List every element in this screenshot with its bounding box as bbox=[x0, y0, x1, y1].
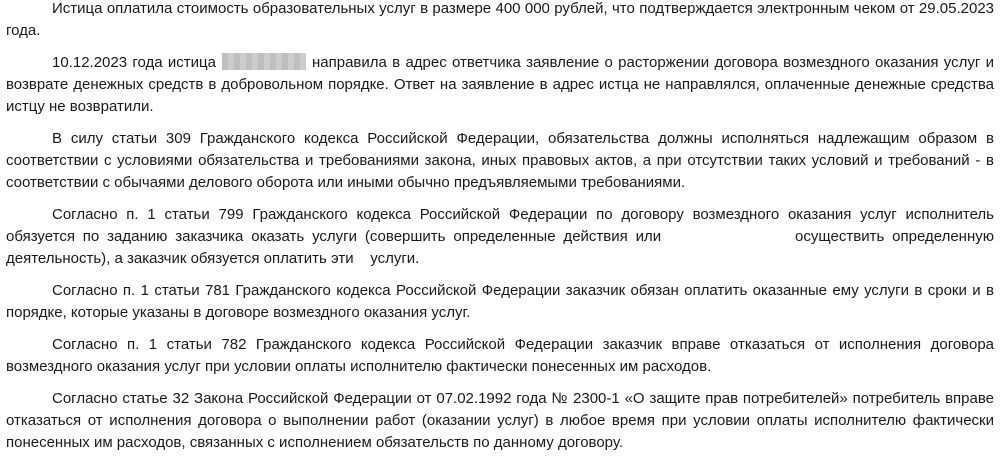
paragraph-claim-text-start: 10.12.2023 года истица bbox=[52, 54, 216, 71]
paragraph-article-309 bbox=[6, 128, 994, 194]
document-body bbox=[6, 0, 999, 464]
paragraph-consumer-law-text: Согласно статье 32 Закона Российской Федерации от 07.02.1992 года № 2300-1 «О защите прав потребителей» потребитель вправе отказаться от исполнения договора о выполнении работ (оказании услуг) в любое время при условии оплаты исполнителю фактически понесенных им расходов, связанных с исполнением обязательств по данному договору. bbox=[6, 390, 994, 451]
paragraph-consumer-law bbox=[6, 388, 994, 454]
paragraph-article-799 bbox=[6, 204, 999, 270]
paragraph-article-781-text: Согласно п. 1 статьи 781 Гражданского кодекса Российской Федерации заказчик обязан оплатить оказанные ему услуги в сроки и в порядке, которые указаны в договоре возмездного оказания услуг. bbox=[6, 282, 994, 321]
paragraph-article-799-text: Согласно п. 1 статьи 799 Гражданского кодекса Российской Федерации по договору возмездного оказания услуг исполнитель обязуется по заданию заказчика оказать услуги (совершить определенные действия или осуществить определенную деятельность), а заказчик обязуется оплатить эти услуги. bbox=[6, 206, 999, 267]
paragraph-article-309-text: В силу статьи 309 Гражданского кодекса Российской Федерации, обязательства должны исполняться надлежащим образом в соответствии с условиями обязательства и требованиями закона, иных правовых актов, а при отсутствии таких условий и требований - в соответствии с обычаями делового оборота или иными обычно предъявляемыми требованиями. bbox=[6, 130, 994, 191]
paragraph-article-782-text: Согласно п. 1 статьи 782 Гражданского кодекса Российской Федерации заказчик вправе отказаться от исполнения договора возмездного оказания услуг при условии оплаты исполнителю фактически понесенных им расходов. bbox=[6, 336, 994, 375]
paragraph-article-782 bbox=[6, 334, 994, 378]
paragraph-claim-text-end: направила в адрес ответчика заявление о расторжении договора возмездного оказания услуг и возврате денежных средств в добровольном порядке. Ответ на заявление в адрес истца не направлялся, оплаченные денежные средства истцу не возвратили. bbox=[6, 54, 995, 115]
paragraph-claim bbox=[6, 52, 994, 118]
paragraph-payment bbox=[6, 0, 994, 42]
redacted-name bbox=[222, 53, 306, 70]
paragraph-article-781 bbox=[6, 280, 994, 324]
paragraph-payment-text: Истица оплатила стоимость образовательных услуг в размере 400 000 рублей, что подтверждается электронным чеком от 29.05.2023 года. bbox=[6, 0, 994, 39]
